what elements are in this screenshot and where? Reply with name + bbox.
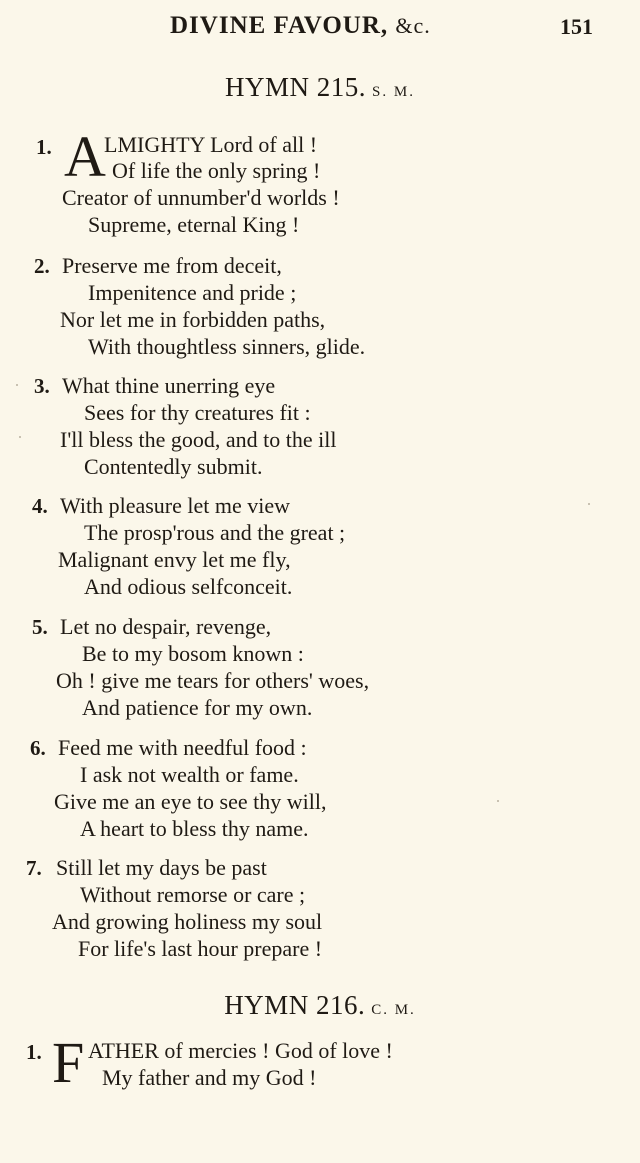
verse-line: Impenitence and pride ; (88, 280, 297, 305)
stanza-number: 7. (26, 856, 42, 880)
verse-line: LMIGHTY Lord of all ! (104, 132, 318, 157)
verse-line: For life's last hour prepare ! (78, 936, 323, 961)
verse-line: Be to my bosom known : (82, 641, 304, 666)
stanza-number: 6. (30, 736, 46, 760)
verse-line: Give me an eye to see thy will, (54, 789, 327, 814)
verse-line: I'll bless the good, and to the ill (60, 427, 337, 452)
verse-line: Oh ! give me tears for others' woes, (56, 668, 370, 693)
hymn-215-number: HYMN 215. (225, 72, 367, 102)
hymn-215-meter: S. M. (372, 84, 415, 100)
paper-speck (16, 384, 18, 386)
verse-line: My father and my God ! (102, 1065, 317, 1090)
verse-line: ATHER of mercies ! God of love ! (88, 1038, 393, 1063)
verse-line: Of life the only spring ! (112, 158, 321, 183)
verse-line: Contentedly submit. (84, 454, 263, 479)
verse-line: Without remorse or care ; (80, 882, 306, 907)
verse-line: Let no despair, revenge, (60, 614, 272, 639)
drop-cap: F (52, 1030, 85, 1095)
hymn-216-number: HYMN 216. (224, 990, 366, 1020)
paper-speck (497, 800, 499, 802)
stanza-number: 4. (32, 494, 48, 518)
hymn-216-title (0, 990, 640, 1021)
verse-line: Preserve me from deceit, (62, 253, 282, 278)
verse-line: And patience for my own. (82, 695, 313, 720)
verse-line: The prosp'rous and the great ; (84, 520, 346, 545)
verse-line: A heart to bless thy name. (80, 816, 309, 841)
paper-speck (19, 436, 21, 438)
drop-cap: A (64, 124, 106, 189)
running-title-suffix: &c. (395, 13, 431, 38)
hymn-216-meter: C. M. (371, 1002, 416, 1018)
verse-line: Still let my days be past (56, 855, 267, 880)
verse-line: Feed me with needful food : (58, 735, 307, 760)
running-title-text: DIVINE FAVOUR, (170, 12, 389, 39)
verse-line: What thine unerring eye (62, 373, 276, 398)
stanza-number: 5. (32, 615, 48, 639)
verse-line: With thoughtless sinners, glide. (88, 334, 366, 359)
verse-line: Malignant envy let me fly, (58, 547, 291, 572)
stanza-number: 3. (34, 374, 50, 398)
verse-line: Sees for thy creatures fit : (84, 400, 311, 425)
running-title (170, 12, 431, 40)
verse-line: Nor let me in forbidden paths, (60, 307, 326, 332)
verse-line: With pleasure let me view (60, 493, 291, 518)
verse-line: Supreme, eternal King ! (88, 212, 300, 237)
hymn-215-title (0, 72, 640, 103)
paper-speck (588, 503, 590, 505)
verse-line: And growing holiness my soul (52, 909, 323, 934)
verse-line: And odious selfconceit. (84, 574, 293, 599)
page-number: 151 (560, 14, 593, 39)
verse-line: Creator of unnumber'd worlds ! (62, 185, 340, 210)
stanza-number: 1. (26, 1040, 42, 1064)
verse-line: I ask not wealth or fame. (80, 762, 299, 787)
stanza-number: 2. (34, 254, 50, 278)
stanza-number: 1. (36, 135, 52, 159)
